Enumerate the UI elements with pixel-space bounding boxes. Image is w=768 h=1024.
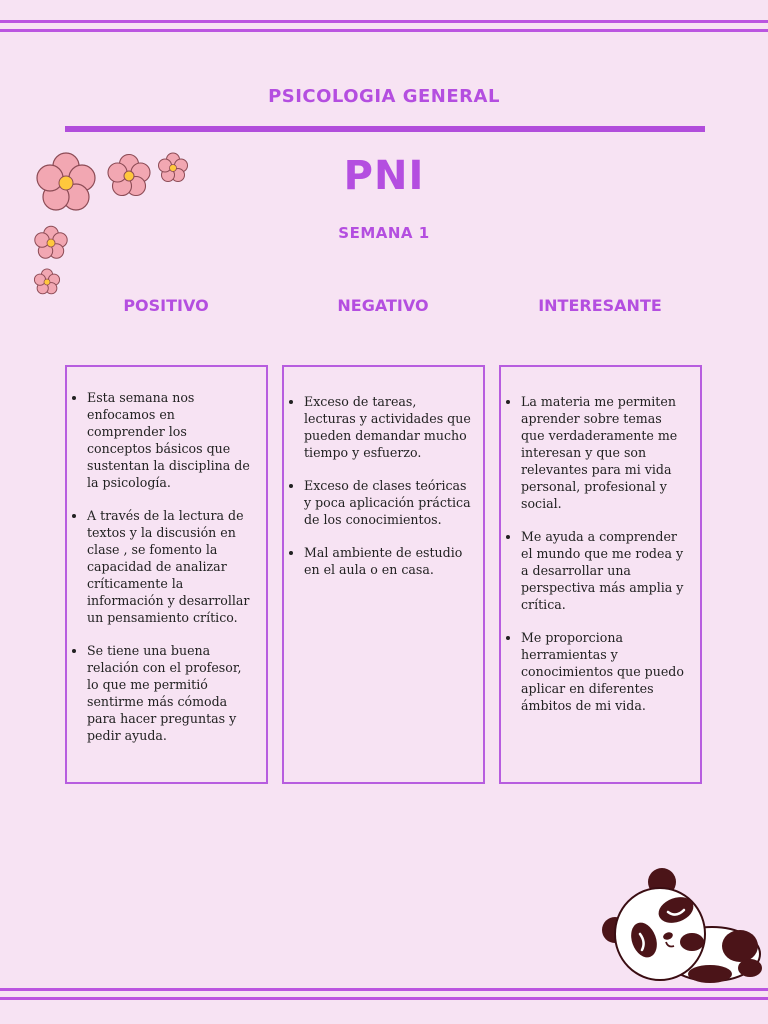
negativo-box — [282, 365, 485, 784]
flower-icon — [32, 151, 100, 215]
interesante-list — [507, 393, 688, 714]
list-item: • A través de la lectura de textos y la discusión en clase , se fomento la capacidad de analizar críticamente la información y desarrollar un pensamiento crítico. — [87, 507, 254, 626]
list-item: • Exceso de clases teóricas y poca aplicación práctica de los conocimientos. — [304, 477, 471, 528]
positivo-box — [65, 365, 268, 784]
top-border-line-2 — [0, 29, 768, 32]
bottom-border-line-1 — [0, 988, 768, 991]
list-item: • La materia me permiten aprender sobre temas que verdaderamente me interesan y que son relevantes para mi vida personal, profesional y social. — [521, 393, 688, 512]
column-heading-negativo: NEGATIVO — [337, 296, 429, 315]
column-heading-positivo: POSITIVO — [123, 296, 209, 315]
list-item: • Mal ambiente de estudio en el aula o en casa. — [304, 544, 471, 578]
list-item: • Se tiene una buena relación con el profesor, lo que me permitió sentirme más cómoda para hacer preguntas y pedir ayuda. — [87, 642, 254, 744]
week-label: SEMANA 1 — [338, 224, 430, 242]
negativo-list — [290, 393, 471, 578]
column-heading-interesante: INTERESANTE — [538, 296, 662, 315]
bottom-border-line-2 — [0, 997, 768, 1000]
positivo-list — [73, 389, 254, 744]
header-rule — [65, 126, 705, 132]
subject-heading: PSICOLOGIA GENERAL — [268, 86, 500, 107]
flower-icon — [105, 153, 153, 199]
top-border-line-1 — [0, 20, 768, 23]
flower-icon — [156, 152, 190, 184]
list-item: • Esta semana nos enfocamos en comprender los conceptos básicos que sustentan la disciplina de la psicología. — [87, 389, 254, 491]
list-item: • Me ayuda a comprender el mundo que me rodea y a desarrollar una perspectiva más amplia y crítica. — [521, 528, 688, 613]
list-item: • Me proporciona herramientas y conocimientos que puedo aplicar en diferentes ámbitos de mi vida. — [521, 629, 688, 714]
flower-icon — [32, 225, 70, 261]
list-item: • Exceso de tareas, lecturas y actividades que pueden demandar mucho tiempo y esfuerzo. — [304, 393, 471, 461]
interesante-box — [499, 365, 702, 784]
panda-illustration — [600, 868, 765, 988]
flower-icon — [32, 268, 62, 296]
page-title: PNI — [343, 153, 425, 199]
